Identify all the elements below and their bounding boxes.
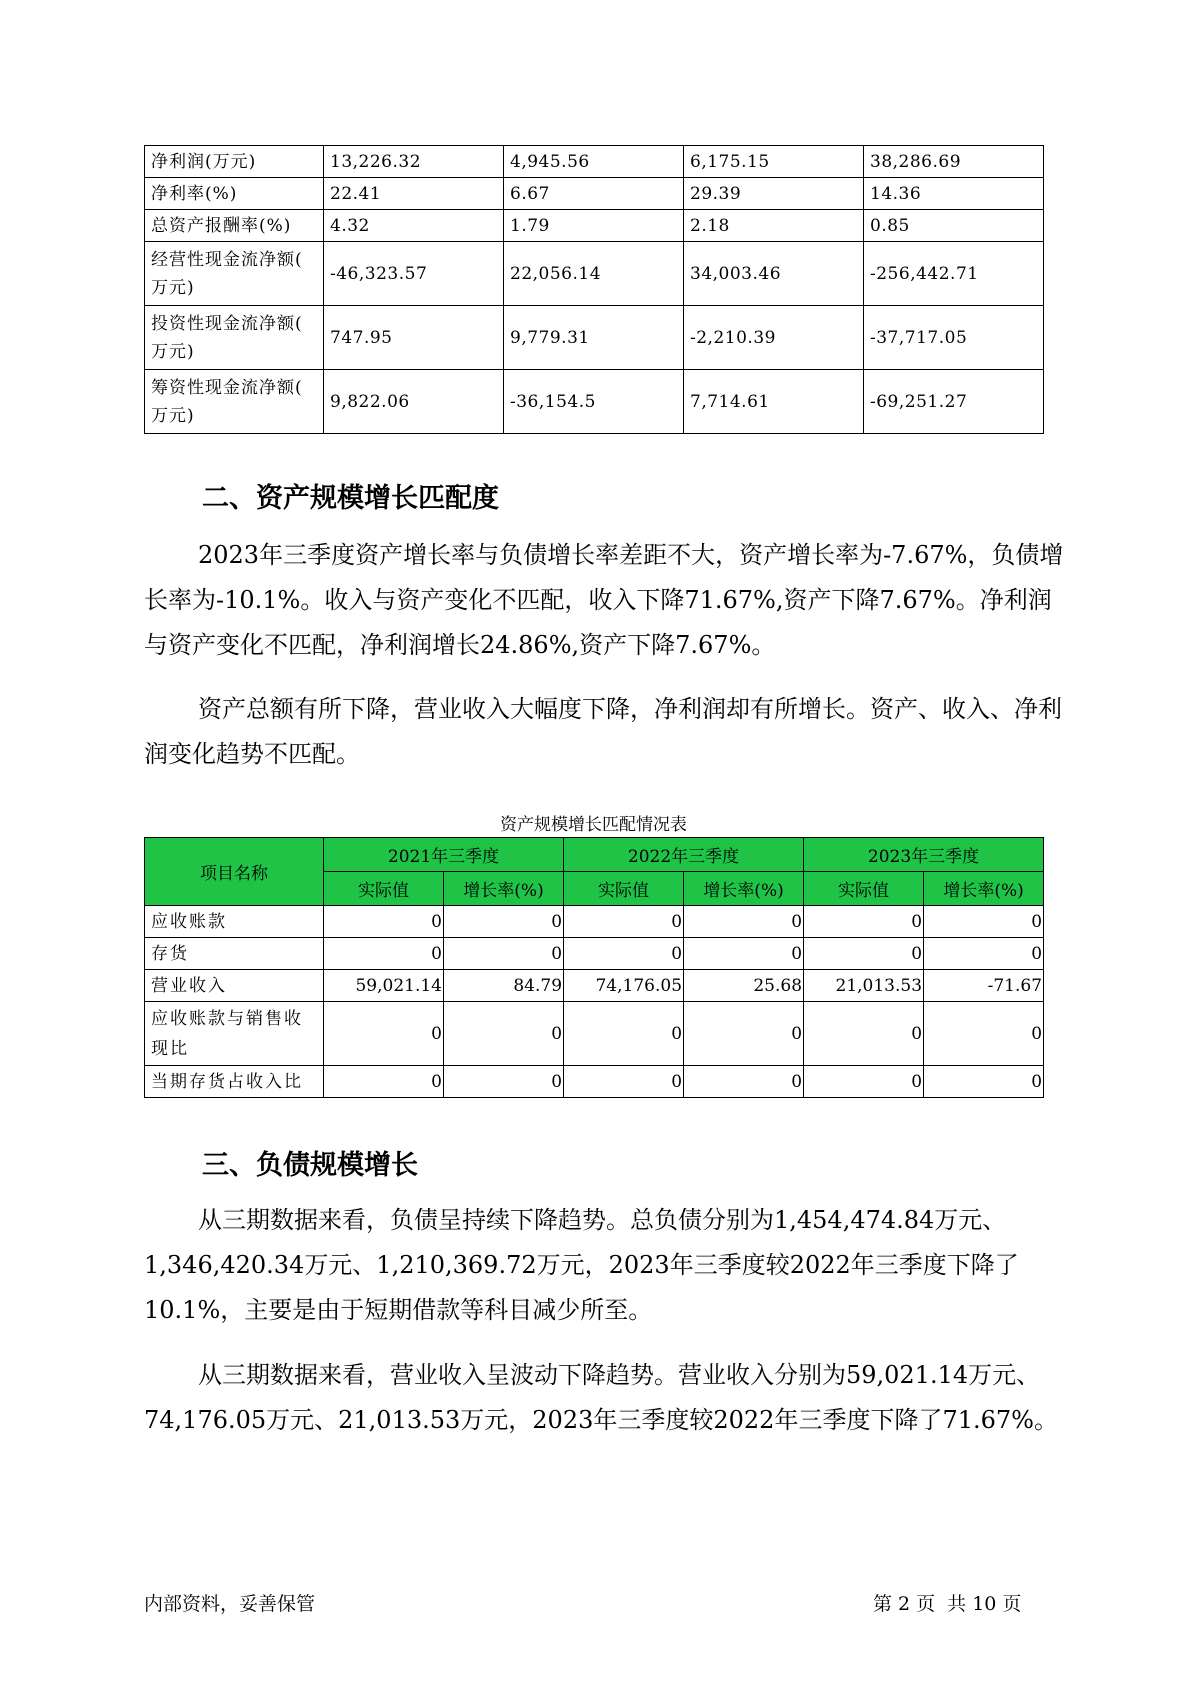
table-cell: 0.85 — [864, 210, 1044, 242]
table-cell: 0 — [564, 1066, 684, 1098]
paragraph: 从三期数据来看，营业收入呈波动下降趋势。营业收入分别为59,021.14万元、74,176.05万元、21,013.53万元，2023年三季度较2022年三季度下降了71.67%。 — [144, 1361, 1058, 1434]
table-cell: 0 — [804, 1066, 924, 1098]
table-row — [145, 938, 1044, 970]
paragraph: 资产总额有所下降，营业收入大幅度下降，净利润却有所增长。资产、收入、净利润变化趋势不匹配。 — [144, 695, 1062, 768]
table-row — [145, 1066, 1044, 1098]
table-caption: 资产规模增长匹配情况表 — [500, 815, 687, 835]
table-cell: -256,442.71 — [864, 242, 1044, 306]
footer-confidential-note: 内部资料，妥善保管 — [144, 1593, 316, 1615]
table-cell: 9,822.06 — [324, 370, 504, 434]
table-cell: 38,286.69 — [864, 146, 1044, 178]
table-cell: 22.41 — [324, 178, 504, 210]
table-cell: 0 — [324, 1002, 444, 1066]
row-label — [145, 1002, 324, 1066]
table-row — [145, 1002, 1044, 1066]
financial-indicator-table — [144, 145, 1044, 434]
table-row — [145, 370, 1044, 434]
header-period: 2022年三季度 — [564, 838, 804, 872]
table-cell: 4.32 — [324, 210, 504, 242]
table-cell: 0 — [564, 938, 684, 970]
row-label: 应收账款 — [145, 906, 324, 938]
table-cell: 14.36 — [864, 178, 1044, 210]
table-cell: 22,056.14 — [504, 242, 684, 306]
table-cell: 0 — [444, 938, 564, 970]
table-cell: 0 — [324, 1066, 444, 1098]
row-label: 净利率(%) — [145, 178, 324, 210]
page-total: 10 — [972, 1593, 997, 1615]
table-cell: 0 — [564, 906, 684, 938]
table-cell: 0 — [804, 1002, 924, 1066]
table-cell: 6,175.15 — [684, 146, 864, 178]
row-label-line2: 万元) — [151, 405, 195, 426]
row-label — [145, 306, 324, 370]
row-label: 总资产报酬率(%) — [145, 210, 324, 242]
row-label-line1: 投资性现金流净额( — [151, 313, 303, 334]
table-row — [145, 906, 1044, 938]
table-cell: 29.39 — [684, 178, 864, 210]
total-prefix: 共 — [947, 1593, 967, 1615]
table-cell: 0 — [924, 906, 1044, 938]
row-label — [145, 370, 324, 434]
header-growth: 增长率(%) — [924, 872, 1044, 906]
table-cell: 0 — [684, 1066, 804, 1098]
paragraph: 从三期数据来看，负债呈持续下降趋势。总负债分别为1,454,474.84万元、1,346,420.34万元、1,210,369.72万元，2023年三季度较2022年三季度下降了10.1%，主要是由于短期借款等科目减少所至。 — [144, 1206, 1019, 1324]
page-prefix: 第 — [873, 1593, 893, 1615]
row-label — [145, 242, 324, 306]
table-cell: 21,013.53 — [804, 970, 924, 1002]
paragraph: 2023年三季度资产增长率与负债增长率差距不大，资产增长率为-7.67%，负债增长率为-10.1%。收入与资产变化不匹配，收入下降71.67%,资产下降7.67%。净利润与资产变化不匹配，净利润增长24.86%,资产下降7.67%。 — [144, 541, 1064, 659]
page-suffix: 页 — [916, 1593, 936, 1615]
table-cell: 4,945.56 — [504, 146, 684, 178]
row-label-line2: 万元) — [151, 277, 195, 298]
table-cell: 0 — [444, 1002, 564, 1066]
header-period: 2023年三季度 — [804, 838, 1044, 872]
header-growth: 增长率(%) — [684, 872, 804, 906]
table-cell: 34,003.46 — [684, 242, 864, 306]
asset-growth-match-table — [144, 837, 1044, 1098]
table-cell: 9,779.31 — [504, 306, 684, 370]
table-row — [145, 210, 1044, 242]
table-cell: 0 — [324, 906, 444, 938]
table-cell: 2.18 — [684, 210, 864, 242]
header-period: 2021年三季度 — [324, 838, 564, 872]
table-cell: 84.79 — [444, 970, 564, 1002]
table-cell: 74,176.05 — [564, 970, 684, 1002]
header-actual: 实际值 — [324, 872, 444, 906]
table-cell: 25.68 — [684, 970, 804, 1002]
table-row — [145, 970, 1044, 1002]
table-cell: -69,251.27 — [864, 370, 1044, 434]
row-label: 当期存货占收入比 — [145, 1066, 324, 1098]
table-row — [145, 146, 1044, 178]
table-cell: 0 — [684, 1002, 804, 1066]
header-item-name: 项目名称 — [145, 838, 324, 906]
row-label-line1: 筹资性现金流净额( — [151, 377, 303, 398]
section-heading-liability-growth: 三、负债规模增长 — [202, 1150, 418, 1181]
total-suffix: 页 — [1002, 1593, 1022, 1615]
table-cell: -36,154.5 — [504, 370, 684, 434]
table-cell: 0 — [444, 1066, 564, 1098]
header-actual: 实际值 — [804, 872, 924, 906]
table-cell: 0 — [564, 1002, 684, 1066]
row-label: 营业收入 — [145, 970, 324, 1002]
table-cell: -37,717.05 — [864, 306, 1044, 370]
table-cell: -46,323.57 — [324, 242, 504, 306]
table-cell: 0 — [924, 938, 1044, 970]
table-cell: 0 — [324, 938, 444, 970]
table-cell: 13,226.32 — [324, 146, 504, 178]
table-cell: 0 — [804, 938, 924, 970]
header-actual: 实际值 — [564, 872, 684, 906]
row-label: 净利润(万元) — [145, 146, 324, 178]
table-cell: 7,714.61 — [684, 370, 864, 434]
table-cell: -2,210.39 — [684, 306, 864, 370]
table-row — [145, 178, 1044, 210]
row-label-line1: 经营性现金流净额( — [151, 249, 303, 270]
header-growth: 增长率(%) — [444, 872, 564, 906]
row-label: 存货 — [145, 938, 324, 970]
row-label-line2: 万元) — [151, 341, 195, 362]
table-cell: 6.67 — [504, 178, 684, 210]
table-cell: 0 — [684, 938, 804, 970]
table-cell: 0 — [444, 906, 564, 938]
table-row — [145, 306, 1044, 370]
table-cell: -71.67 — [924, 970, 1044, 1002]
row-label-line2: 现比 — [151, 1038, 189, 1059]
table-cell: 0 — [804, 906, 924, 938]
table-cell: 59,021.14 — [324, 970, 444, 1002]
row-label-line1: 应收账款与销售收 — [151, 1008, 303, 1029]
table-cell: 1.79 — [504, 210, 684, 242]
table-cell: 747.95 — [324, 306, 504, 370]
section-heading-asset-growth: 二、资产规模增长匹配度 — [202, 483, 499, 514]
footer-page-number — [873, 1589, 1027, 1616]
table-cell: 0 — [924, 1002, 1044, 1066]
table-cell: 0 — [924, 1066, 1044, 1098]
header-row — [145, 838, 1044, 872]
table-row — [145, 242, 1044, 306]
page-current: 2 — [898, 1593, 911, 1615]
table-cell: 0 — [684, 906, 804, 938]
